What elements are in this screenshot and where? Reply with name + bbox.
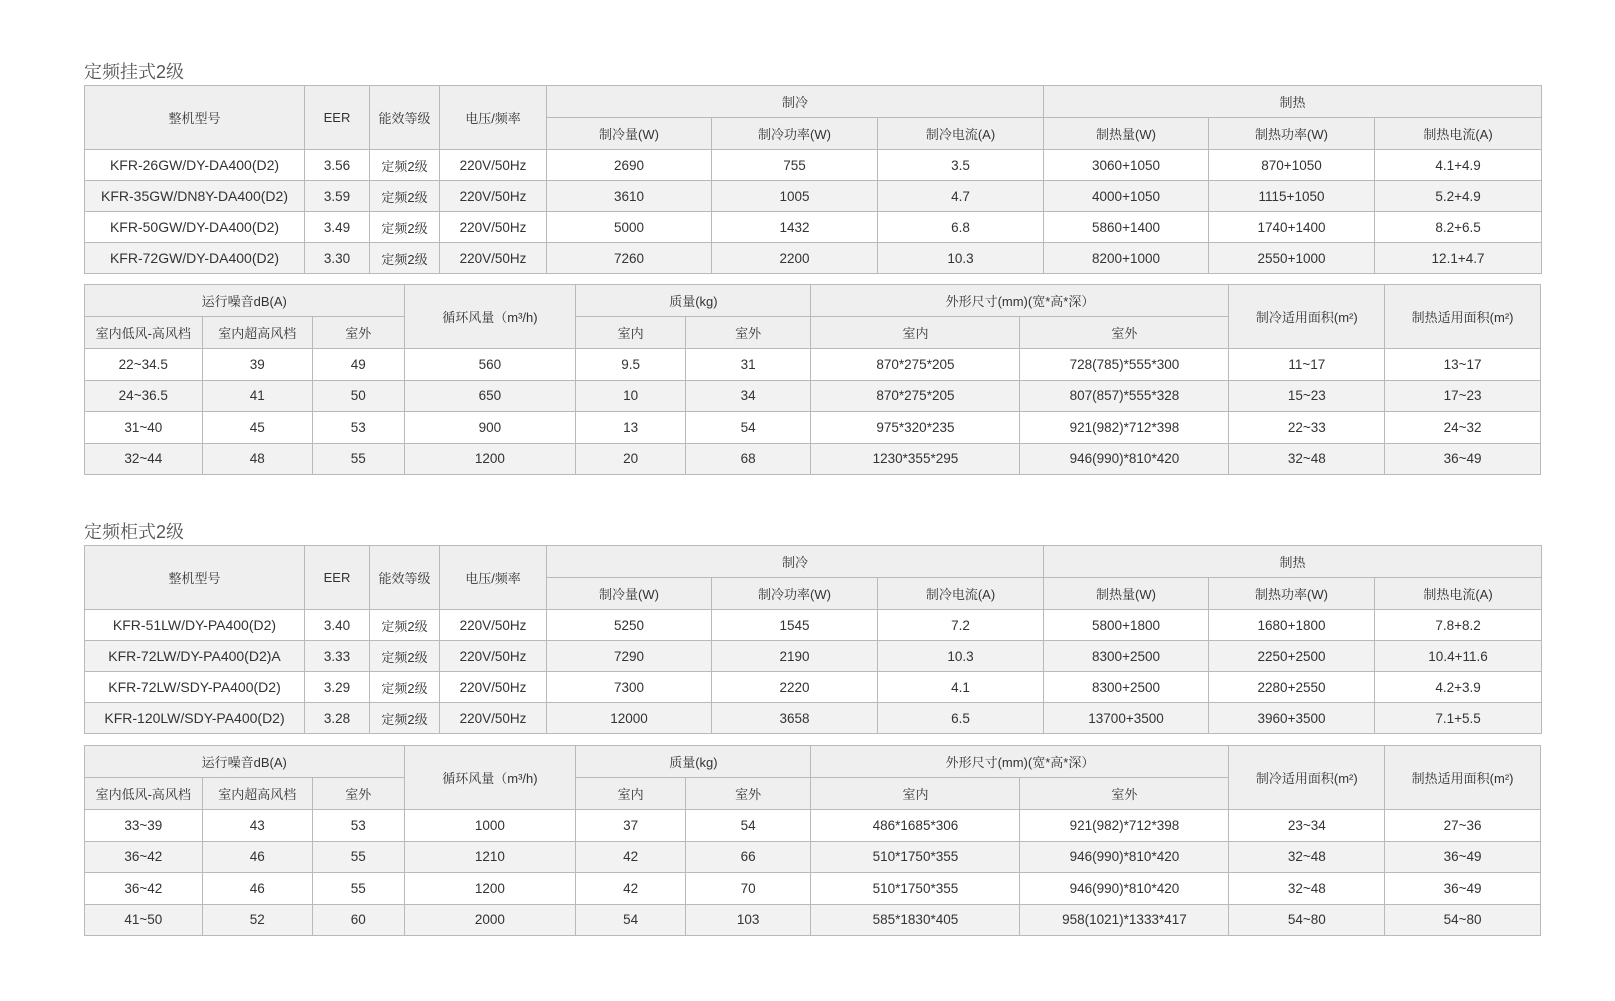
section-title: 定频柜式2级 xyxy=(84,522,185,542)
table-cell: 4.1+4.9 xyxy=(1375,150,1542,181)
table-cell: 定频2级 xyxy=(370,243,440,274)
table-cell: 220V/50Hz xyxy=(440,181,547,212)
table-cell: 52 xyxy=(202,904,313,936)
table-cell: 31 xyxy=(685,349,811,381)
table-cell: 2250+2500 xyxy=(1209,641,1375,672)
table-cell: 46 xyxy=(202,873,313,905)
table-cell: 36~49 xyxy=(1385,873,1541,905)
table-cell: 42 xyxy=(576,841,686,873)
table-header-row xyxy=(85,285,1541,317)
table-cell: 13 xyxy=(576,412,686,444)
table-cell: 958(1021)*1333*417 xyxy=(1020,904,1229,936)
table-cell: 70 xyxy=(685,873,811,905)
header-cooling-capacity: 制冷量(W) xyxy=(547,578,712,610)
table-cell: 66 xyxy=(685,841,811,873)
table-cell: 1000 xyxy=(404,810,576,842)
table-cell: 23~34 xyxy=(1229,810,1385,842)
table-cell: 41 xyxy=(202,380,313,412)
header-heating-current: 制热电流(A) xyxy=(1375,118,1542,150)
table-cell: 7.1+5.5 xyxy=(1375,703,1542,734)
header-cooling-area: 制冷适用面积(m²) xyxy=(1229,285,1385,349)
table-cell: 2690 xyxy=(547,150,712,181)
header-weight-outdoor: 室外 xyxy=(685,317,811,349)
table-cell: 定频2级 xyxy=(370,150,440,181)
table-cell: 1740+1400 xyxy=(1209,212,1375,243)
table-cell: 4.1 xyxy=(878,672,1044,703)
header-model: 整机型号 xyxy=(85,86,305,150)
header-weight-group: 质量(kg) xyxy=(576,746,811,778)
header-grade: 能效等级 xyxy=(370,546,440,610)
table-cell: 946(990)*810*420 xyxy=(1020,443,1229,475)
table-cell: KFR-72GW/DY-DA400(D2) xyxy=(85,243,305,274)
header-noise-group: 运行噪音dB(A) xyxy=(85,746,405,778)
table-cell: 807(857)*555*328 xyxy=(1020,380,1229,412)
table-cell: 41~50 xyxy=(85,904,203,936)
table-cell: 3658 xyxy=(712,703,878,734)
table-cell: 54 xyxy=(685,810,811,842)
header-cooling-power: 制冷功率(W) xyxy=(712,578,878,610)
table-cell: 220V/50Hz xyxy=(440,641,547,672)
table-cell: 921(982)*712*398 xyxy=(1020,412,1229,444)
table-cell: 1432 xyxy=(712,212,878,243)
table-cell: 32~48 xyxy=(1229,443,1385,475)
header-heating-power: 制热功率(W) xyxy=(1209,118,1375,150)
table-cell: 53 xyxy=(313,412,404,444)
table-cell: 53 xyxy=(313,810,404,842)
table-cell: 32~48 xyxy=(1229,873,1385,905)
table-cell: 3.33 xyxy=(305,641,370,672)
table-cell: 定频2级 xyxy=(370,181,440,212)
table-cell: 220V/50Hz xyxy=(440,610,547,641)
header-cooling-power: 制冷功率(W) xyxy=(712,118,878,150)
table-cell: 5860+1400 xyxy=(1044,212,1209,243)
table-cell: 22~33 xyxy=(1229,412,1385,444)
table-cell: 34 xyxy=(685,380,811,412)
table-row xyxy=(85,181,1542,212)
table-cell: 2200 xyxy=(712,243,878,274)
table-cell: 1230*355*295 xyxy=(811,443,1020,475)
table-cell: KFR-72LW/SDY-PA400(D2) xyxy=(85,672,305,703)
physical-table-body xyxy=(85,349,1541,475)
table-cell: 45 xyxy=(202,412,313,444)
header-heating-area: 制热适用面积(m²) xyxy=(1385,746,1541,810)
table-cell: 3960+3500 xyxy=(1209,703,1375,734)
header-heating-capacity: 制热量(W) xyxy=(1044,578,1209,610)
table-cell: 510*1750*355 xyxy=(811,873,1020,905)
header-cooling-area: 制冷适用面积(m²) xyxy=(1229,746,1385,810)
table-cell: 220V/50Hz xyxy=(440,150,547,181)
table-cell: 9.5 xyxy=(576,349,686,381)
header-heating-capacity: 制热量(W) xyxy=(1044,118,1209,150)
header-noise-indoor-super: 室内超高风档 xyxy=(202,778,313,810)
table-cell: 32~48 xyxy=(1229,841,1385,873)
header-eer: EER xyxy=(305,86,370,150)
table-row xyxy=(85,841,1541,873)
table-cell: 1210 xyxy=(404,841,576,873)
table-cell: 3.56 xyxy=(305,150,370,181)
table-cell: 8300+2500 xyxy=(1044,641,1209,672)
table-cell: 24~36.5 xyxy=(85,380,203,412)
table-cell: 1115+1050 xyxy=(1209,181,1375,212)
table-cell: 55 xyxy=(313,443,404,475)
table-cell: 6.8 xyxy=(878,212,1044,243)
table-row xyxy=(85,810,1541,842)
header-weight-indoor: 室内 xyxy=(576,778,686,810)
table-cell: 5250 xyxy=(547,610,712,641)
table-cell: KFR-72LW/DY-PA400(D2)A xyxy=(85,641,305,672)
table-cell: KFR-51LW/DY-PA400(D2) xyxy=(85,610,305,641)
table-cell: KFR-26GW/DY-DA400(D2) xyxy=(85,150,305,181)
table-row xyxy=(85,904,1541,936)
table-cell: 220V/50Hz xyxy=(440,212,547,243)
table-cell: 4.7 xyxy=(878,181,1044,212)
spec-table-body xyxy=(85,610,1542,734)
spec-table-body xyxy=(85,150,1542,274)
spec-table xyxy=(84,85,1542,274)
header-airflow: 循环风量（m³/h) xyxy=(404,285,576,349)
header-cooling-group: 制冷 xyxy=(547,546,1044,578)
header-heating-group: 制热 xyxy=(1044,546,1542,578)
table-cell: 3060+1050 xyxy=(1044,150,1209,181)
header-airflow: 循环风量（m³/h) xyxy=(404,746,576,810)
table-cell: 2550+1000 xyxy=(1209,243,1375,274)
table-cell: 55 xyxy=(313,841,404,873)
header-dims-group: 外形尺寸(mm)(宽*高*深） xyxy=(811,746,1229,778)
table-cell: 43 xyxy=(202,810,313,842)
spec-table xyxy=(84,545,1542,734)
table-cell: 54~80 xyxy=(1229,904,1385,936)
table-cell: 1680+1800 xyxy=(1209,610,1375,641)
table-cell: 3.29 xyxy=(305,672,370,703)
table-cell: 定频2级 xyxy=(370,703,440,734)
header-weight-indoor: 室内 xyxy=(576,317,686,349)
table-cell: 10.3 xyxy=(878,641,1044,672)
header-cooling-current: 制冷电流(A) xyxy=(878,578,1044,610)
table-row xyxy=(85,150,1542,181)
table-cell: 7260 xyxy=(547,243,712,274)
table-cell: 24~32 xyxy=(1385,412,1541,444)
table-cell: 11~17 xyxy=(1229,349,1385,381)
table-cell: 39 xyxy=(202,349,313,381)
table-cell: 31~40 xyxy=(85,412,203,444)
header-dims-outdoor: 室外 xyxy=(1020,317,1229,349)
table-cell: 3.5 xyxy=(878,150,1044,181)
header-voltage: 电压/频率 xyxy=(440,546,547,610)
header-dims-outdoor: 室外 xyxy=(1020,778,1229,810)
table-cell: 1005 xyxy=(712,181,878,212)
table-cell: 48 xyxy=(202,443,313,475)
table-cell: 22~34.5 xyxy=(85,349,203,381)
header-weight-group: 质量(kg) xyxy=(576,285,811,317)
header-heating-power: 制热功率(W) xyxy=(1209,578,1375,610)
table-cell: 60 xyxy=(313,904,404,936)
table-cell: 13700+3500 xyxy=(1044,703,1209,734)
table-cell: 5.2+4.9 xyxy=(1375,181,1542,212)
table-cell: 46 xyxy=(202,841,313,873)
header-weight-outdoor: 室外 xyxy=(685,778,811,810)
table-cell: 68 xyxy=(685,443,811,475)
table-cell: 2280+2550 xyxy=(1209,672,1375,703)
table-cell: 3.49 xyxy=(305,212,370,243)
table-cell: KFR-35GW/DN8Y-DA400(D2) xyxy=(85,181,305,212)
table-cell: 3610 xyxy=(547,181,712,212)
table-cell: 4.2+3.9 xyxy=(1375,672,1542,703)
table-cell: KFR-50GW/DY-DA400(D2) xyxy=(85,212,305,243)
table-row xyxy=(85,641,1542,672)
table-cell: 946(990)*810*420 xyxy=(1020,841,1229,873)
header-eer: EER xyxy=(305,546,370,610)
table-cell: 7.2 xyxy=(878,610,1044,641)
table-cell: 7300 xyxy=(547,672,712,703)
table-cell: 946(990)*810*420 xyxy=(1020,873,1229,905)
table-cell: 36~42 xyxy=(85,873,203,905)
physical-table xyxy=(84,284,1541,475)
table-cell: 8.2+6.5 xyxy=(1375,212,1542,243)
table-row xyxy=(85,873,1541,905)
table-cell: 560 xyxy=(404,349,576,381)
table-header-row xyxy=(85,86,1542,118)
header-noise-group: 运行噪音dB(A) xyxy=(85,285,405,317)
header-noise-outdoor: 室外 xyxy=(313,778,404,810)
table-cell: 5000 xyxy=(547,212,712,243)
table-cell: 1545 xyxy=(712,610,878,641)
table-cell: 4000+1050 xyxy=(1044,181,1209,212)
table-cell: 10.3 xyxy=(878,243,1044,274)
table-cell: 定频2级 xyxy=(370,672,440,703)
table-cell: 13~17 xyxy=(1385,349,1541,381)
table-cell: 10.4+11.6 xyxy=(1375,641,1542,672)
table-cell: 定频2级 xyxy=(370,610,440,641)
table-cell: 5800+1800 xyxy=(1044,610,1209,641)
table-cell: 49 xyxy=(313,349,404,381)
table-cell: 42 xyxy=(576,873,686,905)
table-cell: 755 xyxy=(712,150,878,181)
table-cell: 220V/50Hz xyxy=(440,672,547,703)
physical-table-body xyxy=(85,810,1541,936)
table-cell: 2220 xyxy=(712,672,878,703)
table-cell: 36~49 xyxy=(1385,443,1541,475)
table-cell: 921(982)*712*398 xyxy=(1020,810,1229,842)
table-cell: 54 xyxy=(685,412,811,444)
table-cell: 510*1750*355 xyxy=(811,841,1020,873)
table-row xyxy=(85,212,1542,243)
table-cell: KFR-120LW/SDY-PA400(D2) xyxy=(85,703,305,734)
table-row xyxy=(85,703,1542,734)
table-cell: 定频2级 xyxy=(370,641,440,672)
table-cell: 27~36 xyxy=(1385,810,1541,842)
table-cell: 3.30 xyxy=(305,243,370,274)
table-row xyxy=(85,349,1541,381)
table-cell: 975*320*235 xyxy=(811,412,1020,444)
table-cell: 7.8+8.2 xyxy=(1375,610,1542,641)
table-cell: 15~23 xyxy=(1229,380,1385,412)
table-row xyxy=(85,443,1541,475)
table-cell: 870*275*205 xyxy=(811,380,1020,412)
table-cell: 54 xyxy=(576,904,686,936)
table-cell: 12.1+4.7 xyxy=(1375,243,1542,274)
table-cell: 650 xyxy=(404,380,576,412)
table-row xyxy=(85,380,1541,412)
header-grade: 能效等级 xyxy=(370,86,440,150)
header-cooling-group: 制冷 xyxy=(547,86,1044,118)
header-voltage: 电压/频率 xyxy=(440,86,547,150)
table-cell: 32~44 xyxy=(85,443,203,475)
table-cell: 103 xyxy=(685,904,811,936)
table-cell: 8200+1000 xyxy=(1044,243,1209,274)
table-cell: 33~39 xyxy=(85,810,203,842)
table-cell: 486*1685*306 xyxy=(811,810,1020,842)
table-cell: 定频2级 xyxy=(370,212,440,243)
table-row xyxy=(85,610,1542,641)
table-cell: 20 xyxy=(576,443,686,475)
header-noise-indoor-low-high: 室内低风-高风档 xyxy=(85,778,203,810)
header-cooling-current: 制冷电流(A) xyxy=(878,118,1044,150)
table-cell: 3.40 xyxy=(305,610,370,641)
section-title: 定频挂式2级 xyxy=(84,62,185,82)
table-cell: 1200 xyxy=(404,443,576,475)
table-cell: 17~23 xyxy=(1385,380,1541,412)
table-cell: 2000 xyxy=(404,904,576,936)
table-cell: 220V/50Hz xyxy=(440,243,547,274)
header-heating-current: 制热电流(A) xyxy=(1375,578,1542,610)
table-cell: 2190 xyxy=(712,641,878,672)
header-heating-area: 制热适用面积(m²) xyxy=(1385,285,1541,349)
table-cell: 54~80 xyxy=(1385,904,1541,936)
table-cell: 7290 xyxy=(547,641,712,672)
table-row xyxy=(85,672,1542,703)
table-cell: 36~42 xyxy=(85,841,203,873)
header-cooling-capacity: 制冷量(W) xyxy=(547,118,712,150)
table-cell: 36~49 xyxy=(1385,841,1541,873)
table-cell: 50 xyxy=(313,380,404,412)
physical-table xyxy=(84,745,1541,936)
header-dims-indoor: 室内 xyxy=(811,317,1020,349)
table-header-row xyxy=(85,546,1542,578)
table-cell: 900 xyxy=(404,412,576,444)
table-cell: 6.5 xyxy=(878,703,1044,734)
table-cell: 3.28 xyxy=(305,703,370,734)
table-header-row xyxy=(85,746,1541,778)
table-cell: 220V/50Hz xyxy=(440,703,547,734)
table-cell: 10 xyxy=(576,380,686,412)
table-cell: 55 xyxy=(313,873,404,905)
table-cell: 585*1830*405 xyxy=(811,904,1020,936)
header-noise-outdoor: 室外 xyxy=(313,317,404,349)
table-cell: 1200 xyxy=(404,873,576,905)
header-dims-group: 外形尺寸(mm)(宽*高*深） xyxy=(811,285,1229,317)
table-cell: 8300+2500 xyxy=(1044,672,1209,703)
table-cell: 12000 xyxy=(547,703,712,734)
table-cell: 3.59 xyxy=(305,181,370,212)
header-dims-indoor: 室内 xyxy=(811,778,1020,810)
table-cell: 37 xyxy=(576,810,686,842)
header-model: 整机型号 xyxy=(85,546,305,610)
header-noise-indoor-super: 室内超高风档 xyxy=(202,317,313,349)
table-row xyxy=(85,243,1542,274)
header-noise-indoor-low-high: 室内低风-高风档 xyxy=(85,317,203,349)
table-cell: 728(785)*555*300 xyxy=(1020,349,1229,381)
header-heating-group: 制热 xyxy=(1044,86,1542,118)
table-row xyxy=(85,412,1541,444)
table-cell: 870+1050 xyxy=(1209,150,1375,181)
table-cell: 870*275*205 xyxy=(811,349,1020,381)
